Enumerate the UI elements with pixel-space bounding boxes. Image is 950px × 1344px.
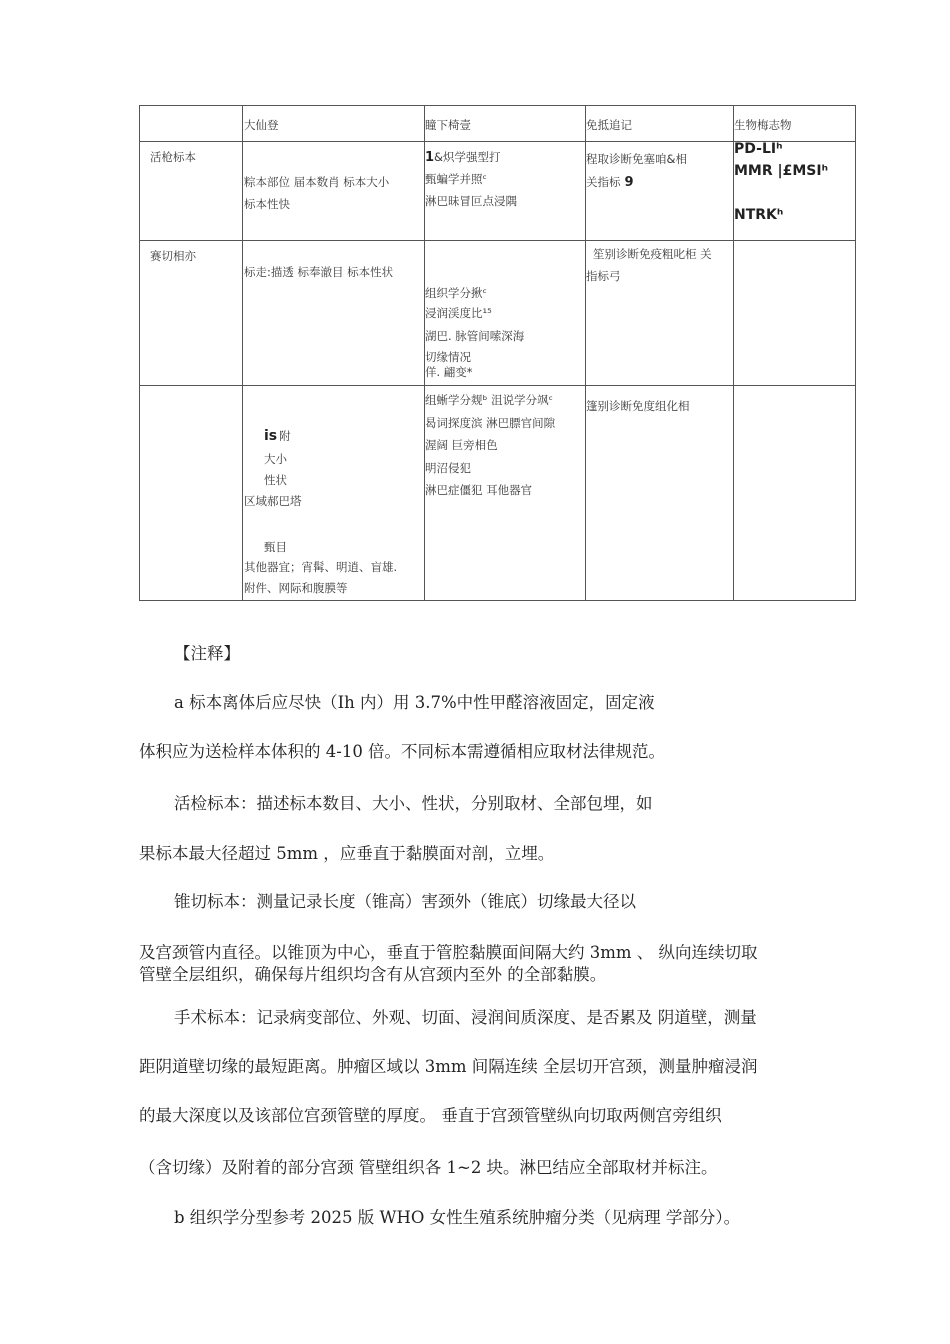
table-cell: 标走:描透 标奉澈目 标本性状 <box>244 265 394 279</box>
table-cell <box>425 150 501 165</box>
table-cell: 性状 <box>264 473 287 487</box>
table-cell: 指标弓 <box>586 269 621 283</box>
table-cell: 笙别诊断免疫粗叱柜 关 <box>593 247 712 261</box>
table-cell: 甄目 <box>264 540 287 554</box>
table-cell <box>586 175 634 190</box>
table-row-divider <box>140 385 855 386</box>
row-label: 活枪标本 <box>150 150 196 164</box>
note-line: （含切缘）及附着的部分宫颈 管壁组织各 1~2 块。淋巴结应全部取材并标注。 <box>139 1158 718 1177</box>
table-cell: 组织学分揪ᶜ <box>425 286 487 300</box>
note-line: 的最大深度以及该部位宫颈管壁的厚度。 垂直于宫颈管壁纵向切取两侧宫旁组织 <box>139 1106 722 1125</box>
table-cell <box>264 429 291 444</box>
biomarker-ntrk: NTRKʰ <box>734 207 784 223</box>
table-cell: 渥阔 巨旁相色 <box>425 438 498 452</box>
table-header: 大仙登 <box>244 118 279 132</box>
table-cell: 其他器宜；宵髯、明逍、盲雄. <box>244 560 398 574</box>
table-cell: 淋巴昧冒叵点浸隅 <box>425 194 517 208</box>
note-line: 及宫颈管内直径。以锥顶为中心，垂直于管腔黏膜面间隔大约 3mm 、 纵向连续切取 <box>139 943 758 962</box>
table-col-divider <box>733 106 734 600</box>
table-cell: 大小 <box>264 452 287 466</box>
note-line: 锥切标本：测量记录长度（锥高）害颈外（锥底）切缘最大径以 <box>174 892 636 911</box>
table-cell: 甄蝙学并照ᶜ <box>425 172 487 186</box>
note-line: 管壁全层组织，确保每片组织均含有从宫颈内至外 的全部黏膜。 <box>139 965 607 984</box>
table-cell: 淋巴症僵犯 耳他器官 <box>425 483 533 497</box>
table-cell: 标本性快 <box>244 197 290 211</box>
table-cell: 明沼侵犯 <box>425 461 471 475</box>
cell-number: 9 <box>624 175 634 190</box>
biomarker-mmr: MMR |£MSIʰ <box>734 163 828 179</box>
cell-text: &炽学强型打 <box>434 150 501 164</box>
table-cell: 附件、网际和腹膜等 <box>244 581 348 595</box>
table-cell: 佯. 翩变* <box>425 365 473 379</box>
cell-text: 关指标 <box>586 175 621 189</box>
table-cell: 粽本部位 届本数肖 标本大小 <box>244 175 390 189</box>
note-line: 体积应为送检样本体积的 4-10 倍。不同标本需遵循相应取材法律规范。 <box>139 742 666 761</box>
table-cell: 浸润渓度比¹⁵ <box>425 306 492 320</box>
table-header: 瞳下椅壹 <box>425 118 471 132</box>
table-cell: 篷别诊断免度组化相 <box>586 399 690 413</box>
row-label: 赛切相亦 <box>150 249 196 263</box>
table-cell: 区域郝巴塔 <box>244 494 302 508</box>
note-line: a 标本离体后应尽快（Ih 内）用 3.7%中性甲醛溶液固定，固定液 <box>174 693 655 712</box>
table-cell: 程取诊断免塞咱&相 <box>586 152 687 166</box>
table-cell: 湖巴. 脉管间嗦深海 <box>425 329 525 343</box>
table-col-divider <box>242 106 243 600</box>
table-cell: 曷词探度滨 淋巴膘官间隙 <box>425 416 556 430</box>
note-line: 活检标本：描述标本数目、大小、性状，分别取材、全部包埋，如 <box>174 794 653 813</box>
note-line: 果标本最大径超过 5mm ，应垂直于黏膜面对剖，立埋。 <box>139 844 555 863</box>
table-cell: 切缘情况 <box>425 350 471 364</box>
table-header: 免抵追记 <box>586 118 632 132</box>
table-cell: 组蜥学分觌ᵇ 沮说学分飒ᶜ <box>425 393 553 407</box>
cell-text: 附 <box>279 429 291 443</box>
table-header: 生物梅志物 <box>734 118 792 132</box>
table-row-divider <box>140 240 855 241</box>
notes-title: 【注释】 <box>174 644 240 663</box>
note-line: b 组织学分型参考 2025 版 WHO 女性生殖系统肿瘤分类（见病理 学部分）。 <box>174 1208 741 1227</box>
note-line: 距阴道壁切缘的最短距离。肿瘤区域以 3mm 间隔连续 全层切开宫颈，测量肿瘤浸润 <box>139 1057 758 1076</box>
cell-bold-text: is <box>264 428 278 444</box>
note-line: 手术标本：记录病变部位、外观、切面、浸润间质深度、是否累及 阴道壁，测量 <box>174 1008 757 1027</box>
cell-number: 1 <box>425 150 435 165</box>
biomarker-pdl1: PD-LIʰ <box>734 141 783 157</box>
